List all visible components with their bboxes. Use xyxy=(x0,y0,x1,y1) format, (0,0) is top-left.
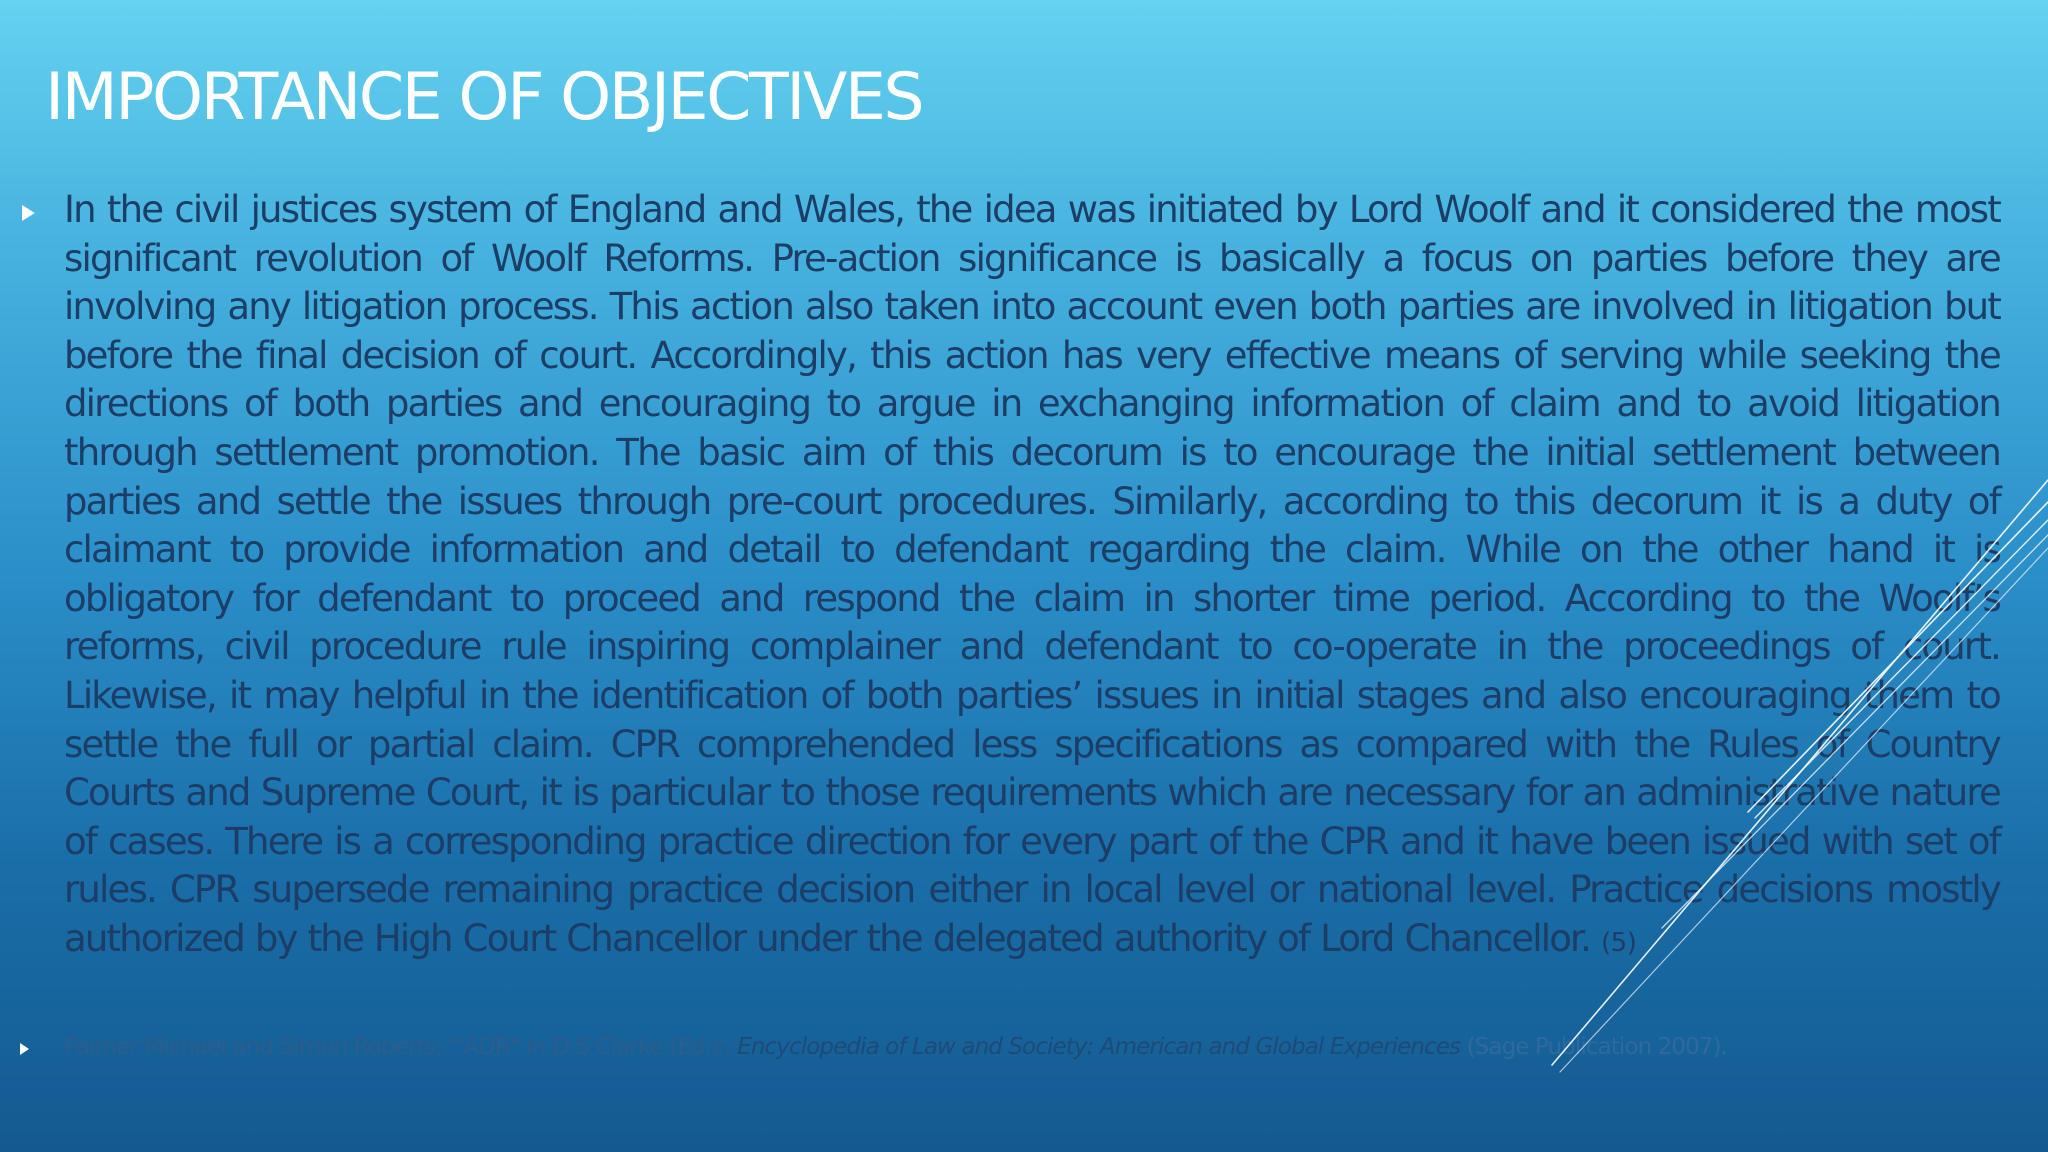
body-citation: (5) xyxy=(1601,927,1637,958)
bullet-icon xyxy=(20,1043,29,1055)
body-bullet xyxy=(64,186,2000,968)
reference-suffix: (Sage Publication 2007). xyxy=(1460,1034,1728,1060)
body-paragraph: In the civil justices system of England and Wales, the idea was initiated by Lord Woolf and it considered the most significant revolution of Woolf Reforms. Pre-action significance is basically a focus on parties before they are involving any litigation process. This action also taken into account even both parties are involved in litigation but before the final decision of court. Accordingly, this action has very effective means of serving while seeking the directions of both parties and encouraging to argue in exchanging information of claim and to avoid litigation through settlement promotion. The basic aim of this decorum is to encourage the initial settlement between parties and settle the issues through pre-court procedures. Similarly, according to this decorum it is a duty of claimant to provide information and detail to defendant regarding the claim. While on the other hand it is obligatory for defendant to proceed and respond the claim in shorter time period. According to the Woolf’s reforms, civil procedure rule inspiring complainer and defendant to co-operate in the proceedings of court. Likewise, it may helpful in the identification of both parties’ issues in initial stages and also encouraging them to settle the full or partial claim. CPR comprehended less specifications as compared with the Rules of Country Courts and Supreme Court, it is particular to those requirements which are necessary for an administrative nature of cases. There is a corresponding practice direction for every part of the CPR and it have been issued with set of rules. CPR supersede remaining practice decision either in local level or national level. Practice decisions mostly authorized by the High Court Chancellor under the delegated authority of Lord Chancellor. xyxy=(64,188,2000,960)
reference-prefix: Palmer Michael and Simon Roberts, '"ADR" In D S Clarke (Ed.)', xyxy=(64,1034,738,1060)
bullet-icon xyxy=(22,205,35,221)
reference-bullet xyxy=(64,1032,1727,1062)
reference-title: Encyclopedia of Law and Society: American and Global Experiences xyxy=(737,1034,1461,1060)
slide-title: IMPORTANCE OF OBJECTIVES xyxy=(45,60,923,135)
